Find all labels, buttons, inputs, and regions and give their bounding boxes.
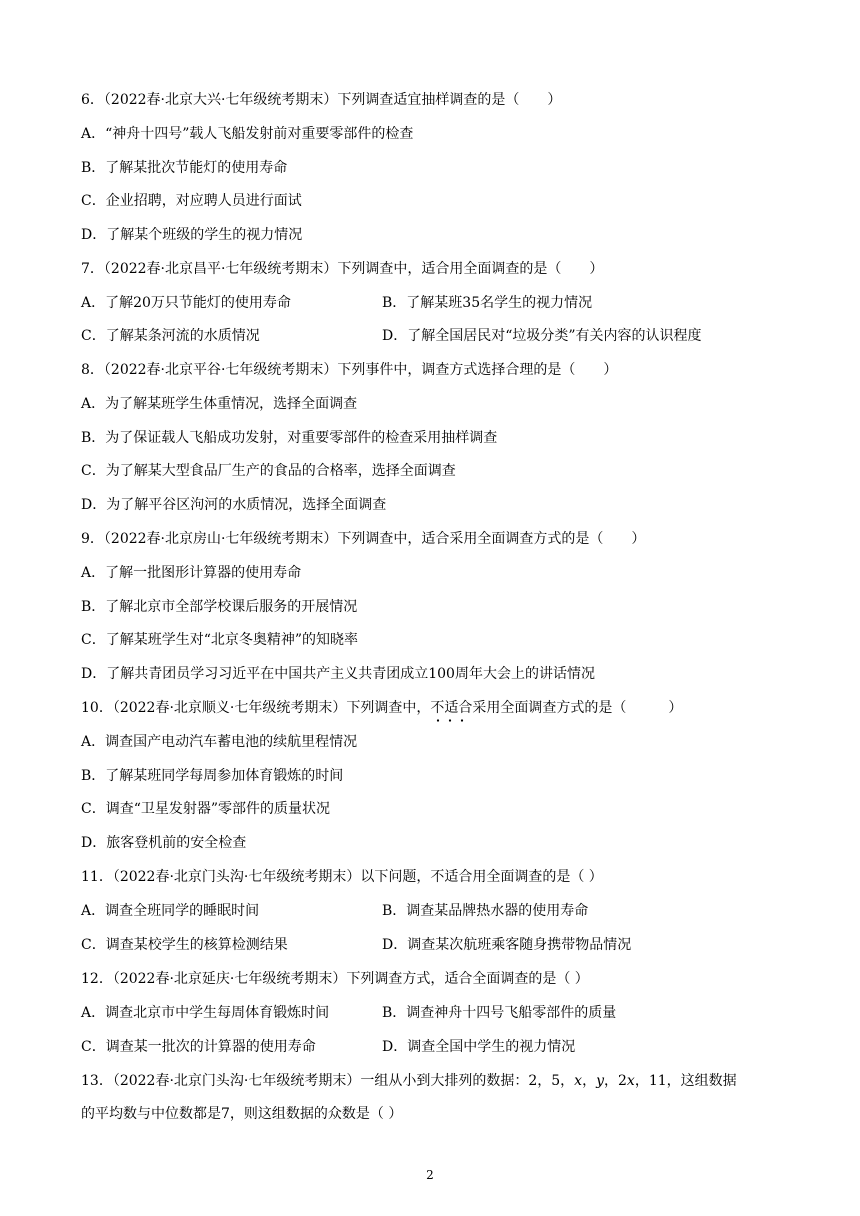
variable-y: y <box>596 1073 604 1089</box>
question-8-option-a: A．为了解某班学生体重情况，选择全面调查 <box>81 396 358 412</box>
question-9-option-a: A．了解一批图形计算器的使用寿命 <box>81 565 302 581</box>
question-11-option-c: C．调查某校学生的核算检测结果 <box>81 937 288 953</box>
question-12-option-c: C．调查某一批次的计算器的使用寿命 <box>81 1039 316 1055</box>
question-10-stem-suffix: 采用全面调查方式的是（ ） <box>472 700 683 716</box>
question-12-option-b: B．调查神舟十四号飞船零部件的质量 <box>382 1005 617 1021</box>
question-10-option-d: D．旅客登机前的安全检查 <box>81 835 247 851</box>
question-10-option-b: B．了解某班同学每周参加体育锻炼的时间 <box>81 768 344 784</box>
question-11-option-a: A．调查全班同学的睡眠时间 <box>81 903 260 919</box>
question-9-option-d: D．了解共青团员学习习近平在中国共产主义共青团成立100周年大会上的讲话情况 <box>81 666 595 682</box>
question-9-option-b: B．了解北京市全部学校课后服务的开展情况 <box>81 599 358 615</box>
variable-x: x <box>574 1073 583 1089</box>
question-13-stem-suffix: ，11，这组数据 <box>634 1073 737 1089</box>
question-11-option-b: B．调查某品牌热水器的使用寿命 <box>382 903 589 919</box>
question-13-stem-prefix: 13．（2022春·北京门头沟·七年级统考期末）一组从小到大排列的数据：2，5， <box>81 1073 575 1089</box>
question-13-stem-line2: 的平均数与中位数都是7，则这组数据的众数是（ ） <box>81 1106 403 1122</box>
question-10-emphasis: 不适合 <box>430 700 473 716</box>
question-7-option-a: A．了解20万只节能灯的使用寿命 <box>81 295 291 311</box>
question-12-stem: 12．（2022春·北京延庆·七年级统考期末）下列调查方式，适合全面调查的是（ ） <box>81 971 589 987</box>
question-10-option-c: C．调查“卫星发射器”零部件的质量状况 <box>81 801 331 817</box>
question-9-stem: 9．（2022春·北京房山·七年级统考期末）下列调查中，适合采用全面调查方式的是（ ） <box>81 531 646 547</box>
question-8-option-d: D．为了解平谷区泃河的水质情况，选择全面调查 <box>81 497 387 513</box>
question-6-stem: 6．（2022春·北京大兴·七年级统考期末）下列调查适宜抽样调查的是（ ） <box>81 92 562 108</box>
question-6-option-a: A．“神舟十四号”载人飞船发射前对重要零部件的检查 <box>81 126 414 142</box>
separator: ， <box>582 1073 597 1089</box>
question-8-stem: 8．（2022春·北京平谷·七年级统考期末）下列事件中，调查方式选择合理的是（ ） <box>81 362 618 378</box>
question-11-option-d: D．调查某次航班乘客随身携带物品情况 <box>382 937 632 953</box>
question-10-stem <box>81 698 682 718</box>
variable-2x: x <box>626 1073 635 1089</box>
separator: ，2 <box>604 1073 627 1089</box>
question-7-stem: 7．（2022春·北京昌平·七年级统考期末）下列调查中，适合用全面调查的是（ ） <box>81 261 604 277</box>
question-6-option-c: C．企业招聘，对应聘人员进行面试 <box>81 193 302 209</box>
question-8-option-c: C．为了解某大型食品厂生产的食品的合格率，选择全面调查 <box>81 463 456 479</box>
question-9-option-c: C．了解某班学生对“北京冬奥精神”的知晓率 <box>81 632 359 648</box>
question-11-stem: 11．（2022春·北京门头沟·七年级统考期末）以下问题，不适合用全面调查的是（ ） <box>81 869 603 885</box>
question-7-option-d: D．了解全国居民对“垃圾分类”有关内容的认识程度 <box>382 328 702 344</box>
question-10-option-a: A．调查国产电动汽车蓄电池的续航里程情况 <box>81 734 358 750</box>
question-8-option-b: B．为了保证载人飞船成功发射，对重要零部件的检查采用抽样调查 <box>81 430 498 446</box>
question-13-stem <box>81 1071 737 1091</box>
question-7-option-b: B．了解某班35名学生的视力情况 <box>382 295 593 311</box>
question-12-option-a: A．调查北京市中学生每周体育锻炼时间 <box>81 1005 330 1021</box>
question-7-option-c: C．了解某条河流的水质情况 <box>81 328 260 344</box>
question-6-option-d: D．了解某个班级的学生的视力情况 <box>81 227 303 243</box>
question-6-option-b: B．了解某批次节能灯的使用寿命 <box>81 160 288 176</box>
page-number: 2 <box>426 1168 434 1182</box>
question-12-option-d: D．调查全国中学生的视力情况 <box>382 1039 576 1055</box>
question-10-stem-prefix: 10．（2022春·北京顺义·七年级统考期末）下列调查中， <box>81 700 431 716</box>
